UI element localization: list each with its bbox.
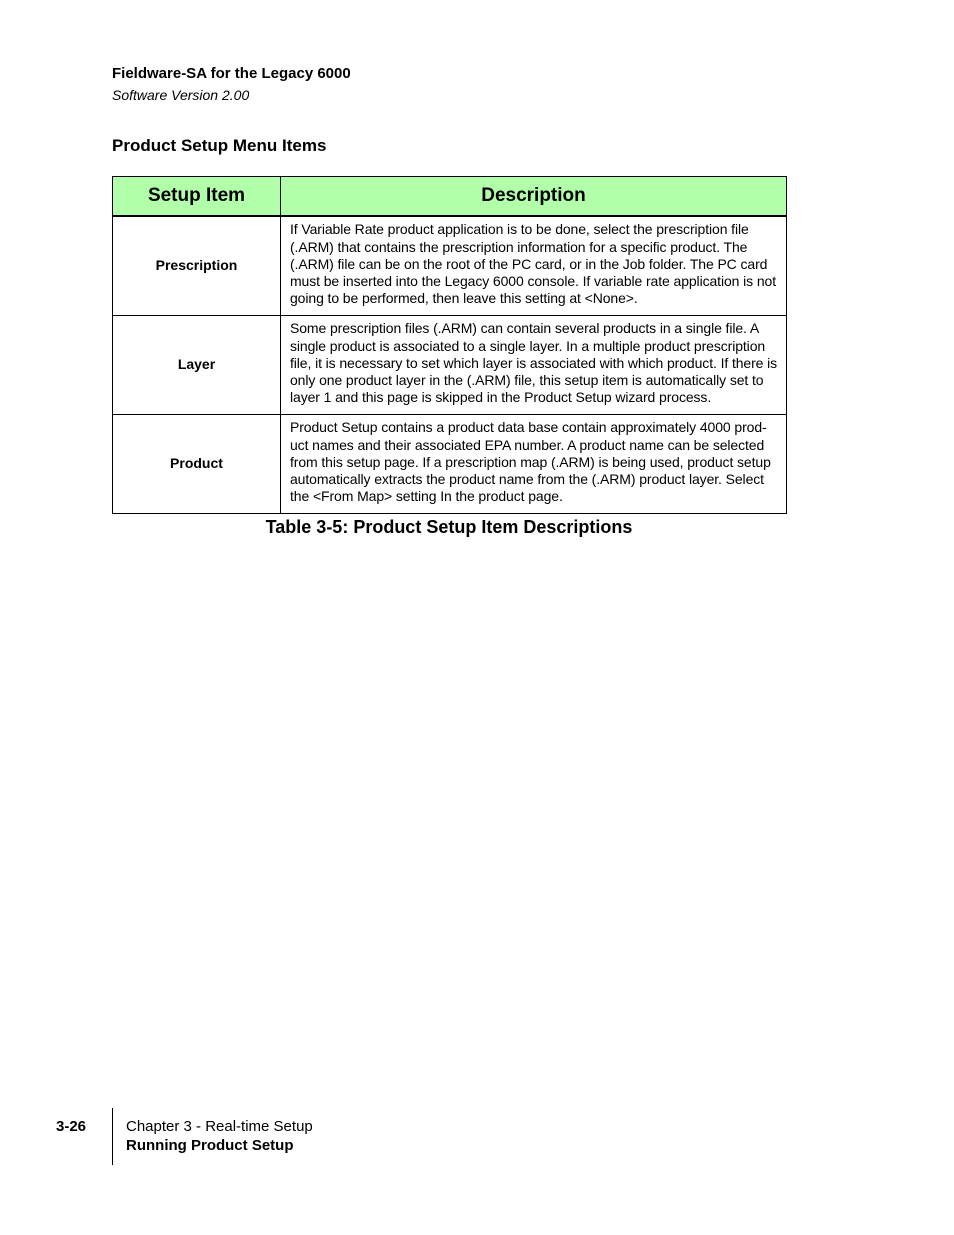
footer-divider — [112, 1108, 113, 1165]
page-number: 3-26 — [56, 1118, 87, 1135]
table-row — [113, 216, 787, 316]
page-footer — [56, 1108, 456, 1165]
table-header-row — [113, 177, 787, 217]
table-row — [113, 415, 787, 514]
description-cell: Some prescription files (.ARM) can contain several products in a single file. A single product is associated to a single layer. In a multiple product prescription file, it is necessary to set which layer is associated with which product. If there is only one product layer in the (.ARM) file, this setup item is automatically set to layer 1 and this page is skipped in the Product Setup wizard process. — [281, 316, 787, 415]
section-heading: Product Setup Menu Items — [112, 136, 327, 155]
product-setup-table — [112, 176, 787, 514]
document-subtitle: Software Version 2.00 — [112, 87, 250, 103]
table-caption: Table 3-5: Product Setup Item Descriptions — [265, 517, 633, 537]
column-header-setup-item: Setup Item — [113, 177, 281, 217]
document-header — [112, 64, 351, 105]
document-title: Fieldware-SA for the Legacy 6000 — [112, 65, 351, 82]
column-header-description: Description — [281, 177, 787, 217]
description-cell: If Variable Rate product application is to be done, select the prescription file (.ARM) that contains the prescription information for a specific product. The (.ARM) file can be on the root of the PC card, or in the Job folder. The PC card must be inserted into the Legacy 6000 console. If variable rate application is not going to be performed, then leave this setting at <None>. — [281, 216, 787, 316]
footer-section: Running Product Setup — [126, 1137, 294, 1154]
setup-item-cell: Product — [113, 415, 281, 514]
setup-item-cell: Prescription — [113, 216, 281, 316]
setup-item-cell: Layer — [113, 316, 281, 415]
table-row — [113, 316, 787, 415]
description-cell: Product Setup contains a product data base contain approximately 4000 prod-uct names and their associated EPA number. A product name can be selected from this setup page. If a prescription map (.ARM) is being used, product setup automatically extracts the product name from the (.ARM) product layer. Select the <From Map> setting In the product page. — [281, 415, 787, 514]
footer-chapter: Chapter 3 - Real-time Setup — [126, 1118, 313, 1135]
